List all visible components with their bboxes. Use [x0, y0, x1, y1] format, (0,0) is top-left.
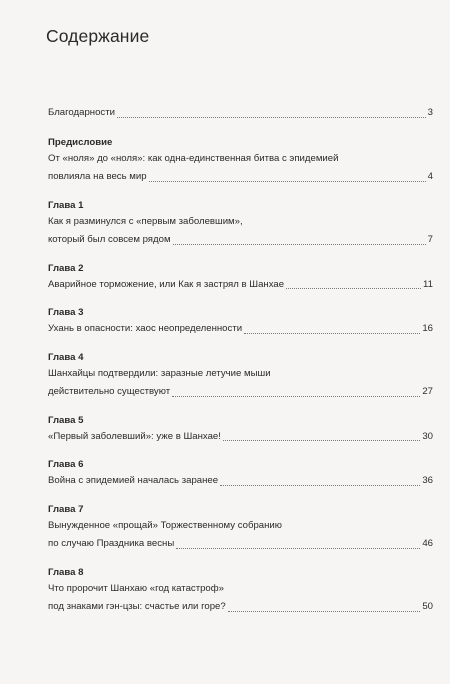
toc-page-number: 36: [422, 475, 433, 486]
toc-entry-row: [48, 383, 433, 402]
toc-page-number: 3: [427, 107, 433, 118]
toc-entry-title-line: Что пророчит Шанхаю «год катастроф»: [48, 582, 224, 594]
toc-entry-row: [48, 231, 433, 250]
toc-entry-title: Война с эпидемией началась заранее: [48, 475, 219, 486]
dot-leader: [223, 439, 420, 441]
toc-entry-heading: Предисловие: [48, 136, 113, 148]
dot-leader: [149, 180, 426, 182]
toc-entry-row: [48, 320, 433, 339]
toc-entry-heading: Глава 4: [48, 351, 84, 363]
toc-entry-heading: Глава 7: [48, 503, 84, 515]
toc-entry-title: Аварийное торможение, или Как я застрял в Шанхае: [48, 278, 285, 290]
toc-entry-row: [48, 472, 433, 491]
toc-page-number: 7: [427, 234, 433, 245]
dot-leader: [228, 610, 421, 612]
toc-entry-title-line: Вынужденное «прощай» Торжественному собранию: [48, 519, 282, 531]
toc-entry-title-line: От «ноля» до «ноля»: как одна-единственная битва с эпидемией: [48, 152, 339, 164]
dot-leader: [176, 547, 420, 549]
toc-entry[interactable]: [48, 262, 433, 295]
dot-leader: [286, 287, 421, 289]
toc-entry-title: Благодарности: [48, 107, 115, 118]
toc-entry[interactable]: [48, 458, 433, 491]
toc-entry-title: под знаками гэн-цзы: счастье или горе?: [48, 601, 226, 612]
toc-entry[interactable]: [48, 414, 433, 447]
toc-page-number: 16: [422, 323, 433, 334]
toc-entry-heading: Глава 3: [48, 307, 84, 318]
toc-entry[interactable]: [48, 306, 433, 339]
toc-entry-title: Ухань в опасности: хаос неопределенности: [48, 323, 243, 334]
toc-entry[interactable]: [48, 199, 433, 250]
toc-entry-heading: Глава 2: [48, 262, 84, 274]
toc-entry-title: действительно существуют: [48, 386, 171, 397]
toc-page-number: 30: [422, 430, 433, 442]
toc-entry-heading: Глава 8: [48, 566, 84, 578]
toc-entry-row: [48, 104, 433, 123]
toc-page-number: 11: [423, 278, 433, 290]
toc-entry-heading: Глава 6: [48, 459, 84, 470]
toc-entry-title: по случаю Праздника весны: [48, 538, 175, 549]
dot-leader: [173, 243, 426, 245]
toc-entry-title-line: Шанхайцы подтвердили: заразные летучие мыши: [48, 367, 271, 379]
toc-entry[interactable]: [48, 566, 433, 617]
toc-entry-row: [48, 276, 433, 295]
dot-leader: [244, 332, 420, 334]
toc-entry-heading: Глава 1: [48, 199, 84, 211]
toc-entry-row: [48, 598, 433, 617]
table-of-contents: [48, 104, 433, 617]
dot-leader: [220, 484, 420, 486]
toc-entry-title-line: Как я разминулся с «первым заболевшим»,: [48, 215, 243, 227]
toc-entry-title: который был совсем рядом: [48, 234, 171, 245]
dot-leader: [172, 395, 420, 397]
toc-entry[interactable]: [48, 136, 433, 187]
toc-entry[interactable]: [48, 503, 433, 554]
toc-entry-heading: Глава 5: [48, 414, 84, 426]
toc-entry-row: [48, 428, 433, 447]
toc-page-number: 46: [422, 538, 433, 549]
toc-page-number: 4: [427, 171, 433, 182]
toc-entry-title: повлияла на весь мир: [48, 171, 147, 182]
toc-entry-title: «Первый заболевший»: уже в Шанхае!: [48, 430, 221, 442]
toc-entry-row: [48, 168, 433, 187]
toc-page-number: 27: [422, 386, 433, 397]
toc-entry-row: [48, 535, 433, 554]
page-title: Содержание: [46, 26, 150, 46]
dot-leader: [117, 116, 426, 118]
toc-page-number: 50: [422, 601, 433, 612]
toc-entry[interactable]: [48, 104, 433, 123]
toc-entry[interactable]: [48, 351, 433, 402]
